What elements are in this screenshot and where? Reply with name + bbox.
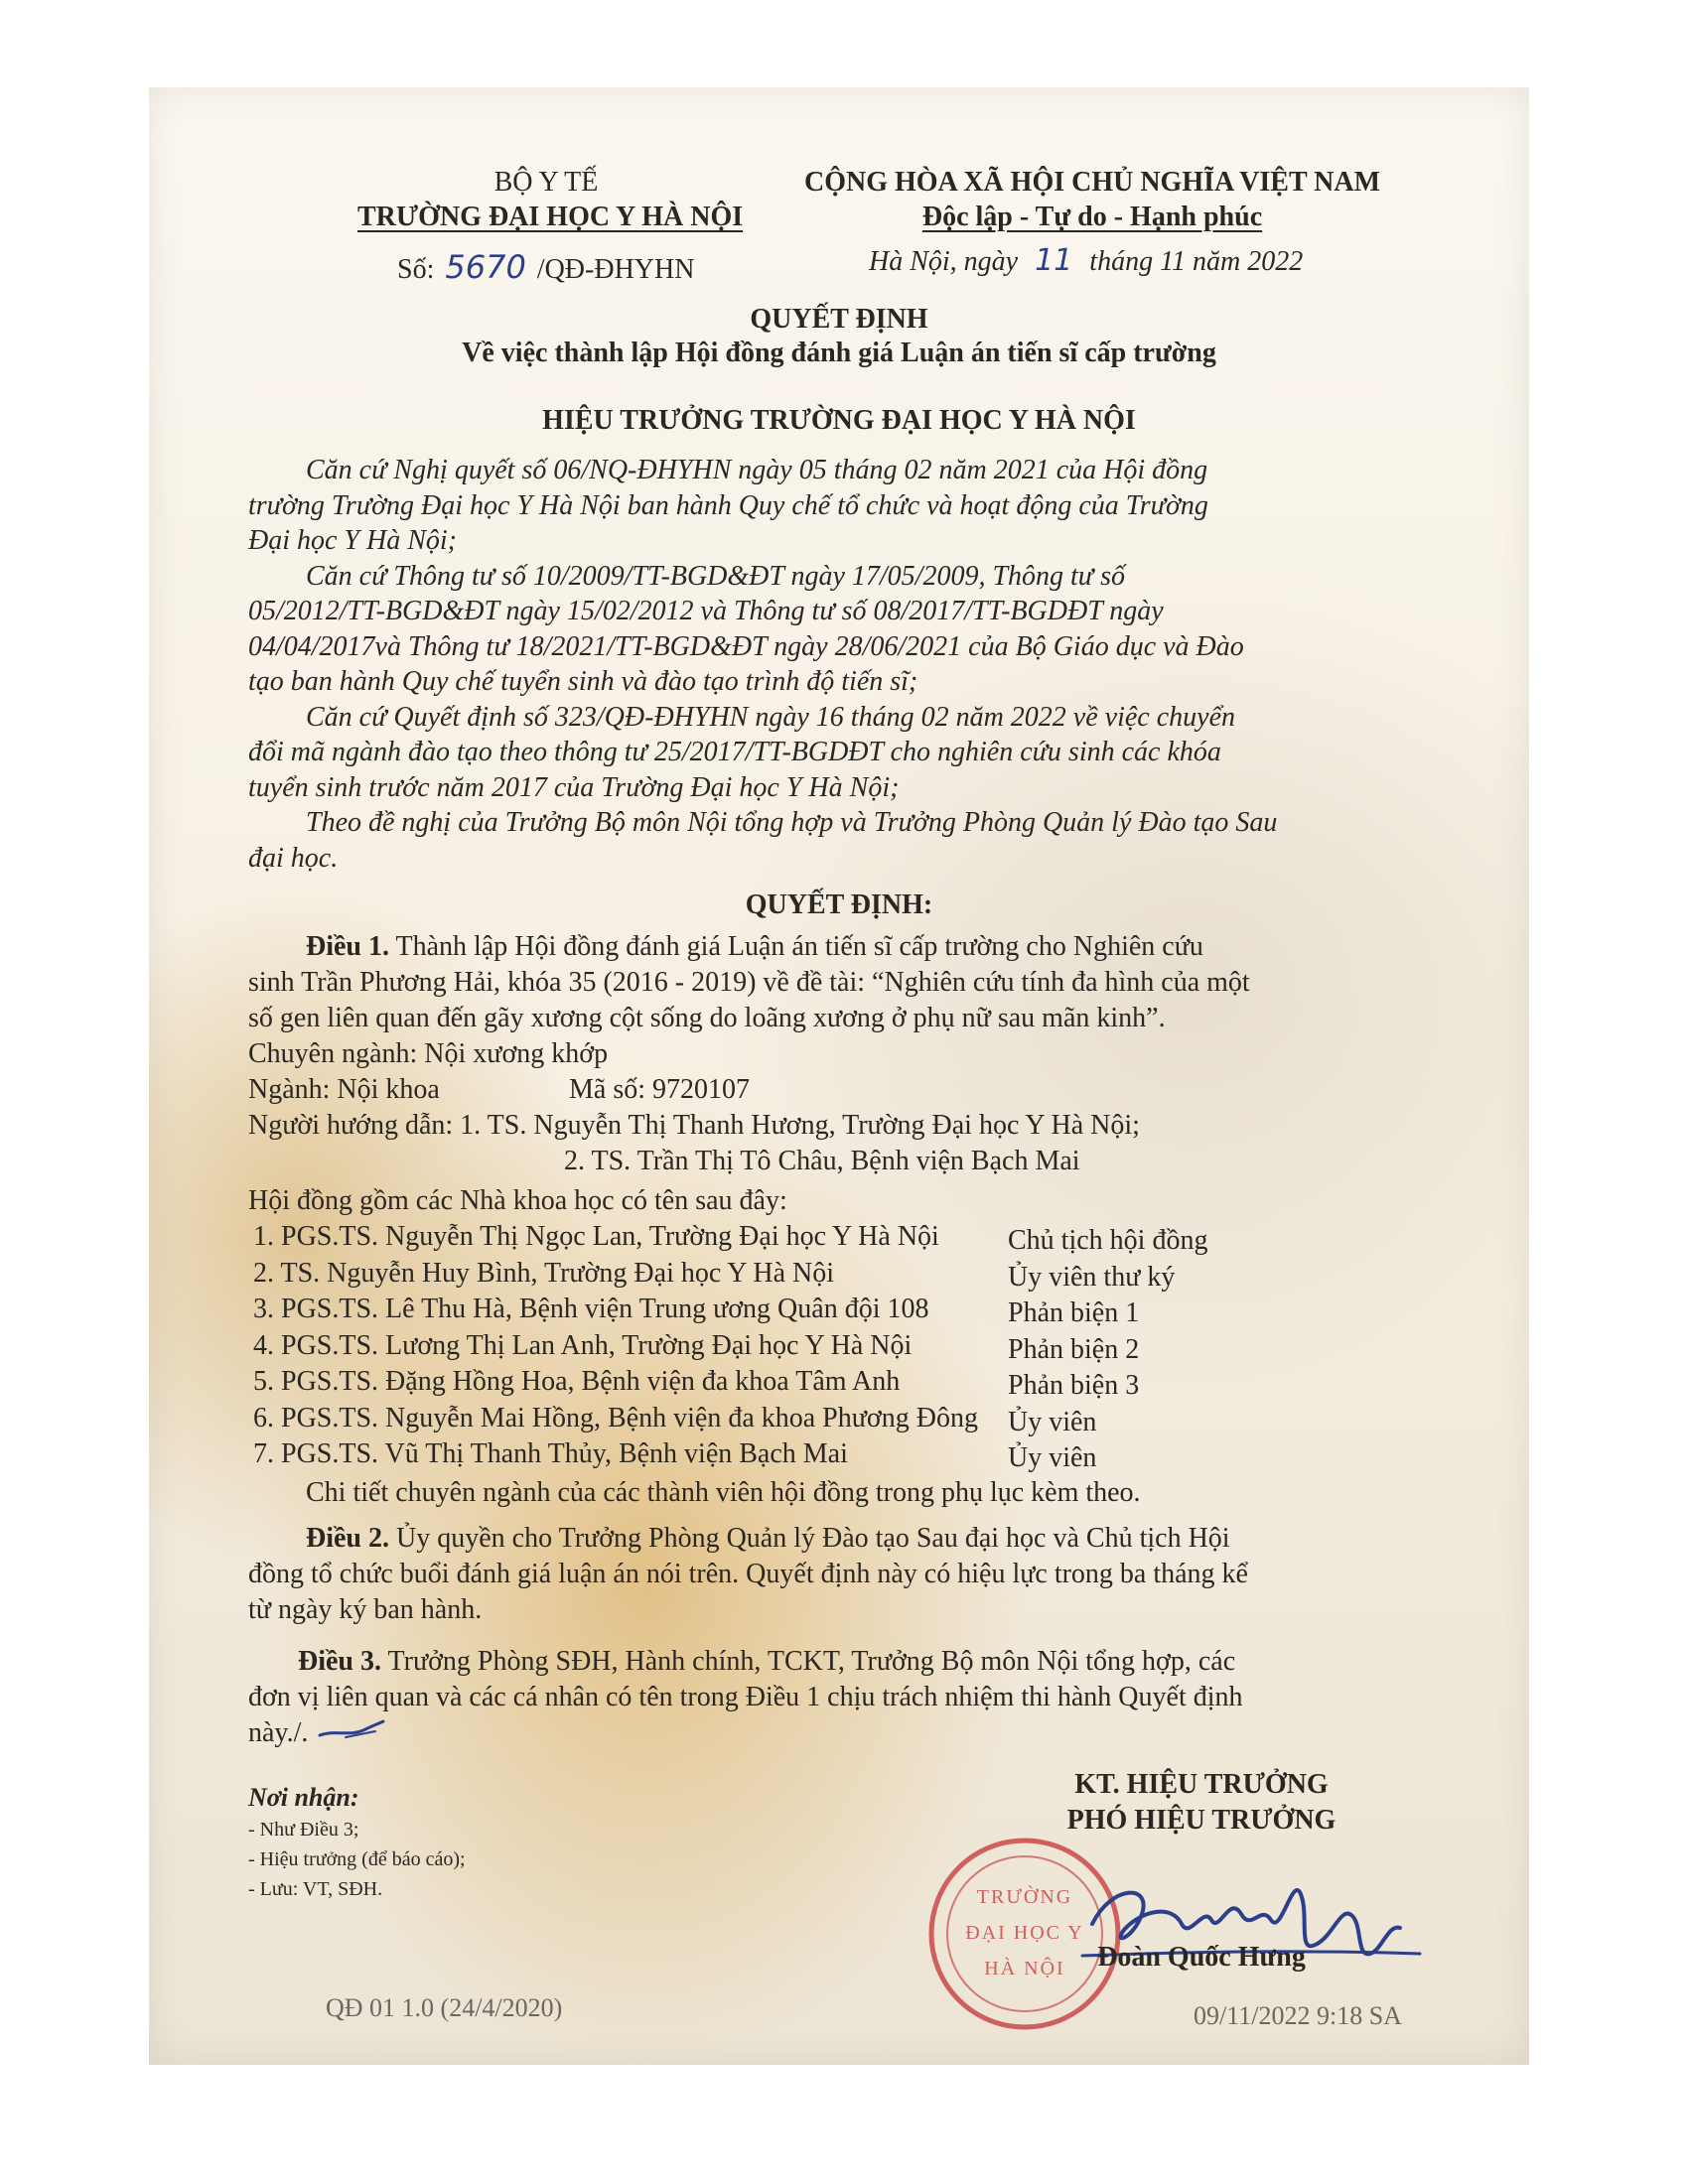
number-prefix: Số: [397,254,435,285]
council-member-role: Ủy viên [1008,1442,1097,1473]
article3-label: Điều 3. [298,1646,381,1677]
stamp-line-2: ĐẠI HỌC Y [965,1922,1084,1944]
article1-line2: sinh Trần Phương Hải, khóa 35 (2016 - 2019) về đề tài: “Nghiên cứu tính đa hình của một [248,967,1250,998]
recipient-item: - Lưu: VT, SĐH. [248,1878,383,1900]
initial-mark-icon [316,1715,387,1745]
article1-line1 [306,931,1203,963]
document-title: QUYẾT ĐỊNH [750,304,928,335]
article3-line1 [298,1646,1235,1678]
decision-heading: QUYẾT ĐỊNH: [745,889,933,920]
stamp-line-3: HÀ NỘI [984,1958,1065,1979]
article1-label: Điều 1. [306,931,389,962]
signature-on-behalf: KT. HIỆU TRƯỞNG [1074,1769,1329,1800]
signatory-name: Đoàn Quốc Hưng [1097,1942,1306,1973]
ministry-name: BỘ Y TẾ [493,167,599,198]
council-member-name: 7. PGS.TS. Vũ Thị Thanh Thủy, Bệnh viện Bạch Mai [253,1438,848,1469]
article1-text1: Thành lập Hội đồng đánh giá Luận án tiến sĩ cấp trường cho Nghiên cứu [395,931,1203,962]
preamble-line: Căn cứ Nghị quyết số 06/NQ-ĐHYHN ngày 05 tháng 02 năm 2021 của Hội đồng [306,455,1208,485]
council-member-name: 6. PGS.TS. Nguyễn Mai Hồng, Bệnh viện đa khoa Phương Đông [253,1402,978,1433]
preamble-line: trường Trường Đại học Y Hà Nội ban hành Quy chế tổ chức và hoạt động của Trường [248,489,1208,521]
article3-line2: đơn vị liên quan và các cá nhân có tên trong Điều 1 chịu trách nhiệm thi hành Quyết định [248,1682,1243,1712]
document-number [397,248,694,286]
preamble-line: 04/04/2017và Thông tư 18/2021/TT-BGD&ĐT ngày 28/06/2021 của Bộ Giáo dục và Đào [248,630,1244,662]
recipient-item: - Như Điều 3; [248,1819,359,1841]
council-member-name: 4. PGS.TS. Lương Thị Lan Anh, Trường Đại học Y Hà Nội [253,1329,913,1361]
advisor-1: Người hướng dẫn: 1. TS. Nguyễn Thị Thanh Hương, Trường Đại học Y Hà Nội; [248,1110,1140,1141]
number-suffix: /QĐ-ĐHYHN [536,254,695,285]
preamble-line: đổi mã ngành đào tạo theo thông tư 25/2017/TT-BGDĐT cho nghiên cứu sinh các khóa [248,737,1221,767]
form-code: QĐ 01 1.0 (24/4/2020) [326,1993,563,2022]
article2-label: Điều 2. [306,1523,389,1554]
issue-date [869,243,1303,278]
recipient-item: - Hiệu trưởng (để báo cáo); [248,1848,466,1870]
preamble-line: 05/2012/TT-BGD&ĐT ngày 15/02/2012 và Thông tư số 08/2017/TT-BGDĐT ngày [248,596,1164,626]
date-suffix: tháng 11 năm 2022 [1089,246,1304,277]
national-motto: Độc lập - Tự do - Hạnh phúc [921,202,1263,232]
council-member-name: 5. PGS.TS. Đặng Hồng Hoa, Bệnh viện đa khoa Tâm Anh [253,1366,901,1397]
council-member-role: Phản biện 3 [1008,1370,1140,1401]
advisor-2: 2. TS. Trần Thị Tô Châu, Bệnh viện Bạch Mai [564,1146,1080,1176]
document-sheet [149,87,1529,2065]
article2-line1 [306,1523,1230,1555]
article2-text1: Ủy quyền cho Trưởng Phòng Quản lý Đào tạo Sau đại học và Chủ tịch Hội [396,1523,1230,1554]
appendix-note: Chi tiết chuyên ngành của các thành viên hội đồng trong phụ lục kèm theo. [306,1477,1141,1508]
article3-text1: Trưởng Phòng SĐH, Hành chính, TCKT, Trưởng Bộ môn Nội tổng hợp, các [387,1646,1236,1677]
council-member-role: Ủy viên [1008,1406,1097,1437]
council-member-role: Ủy viên thư ký [1008,1261,1176,1293]
council-member-role: Chủ tịch hội đồng [1008,1225,1208,1256]
preamble-line: tạo ban hành Quy chế tuyển sinh và đào tạo trình độ tiến sĩ; [248,666,918,697]
issuing-authority: HIỆU TRƯỞNG TRƯỜNG ĐẠI HỌC Y HÀ NỘI [542,405,1136,436]
specialty: Chuyên ngành: Nội xương khớp [248,1038,609,1069]
recipients-heading: Nơi nhận: [248,1783,359,1812]
preamble-line: Căn cứ Quyết định số 323/QĐ-ĐHYHN ngày 16 tháng 02 năm 2022 về việc chuyển [306,701,1235,733]
preamble-line: Theo đề nghị của Trưởng Bộ môn Nội tổng hợp và Trưởng Phòng Quản lý Đào tạo Sau [306,807,1278,838]
article1-line3: số gen liên quan đến gãy xương cột sống do loãng xương ở phụ nữ sau mãn kinh”. [248,1003,1166,1033]
date-day-handwritten: 11 [1035,243,1073,278]
council-member-role: Phản biện 2 [1008,1333,1140,1365]
preamble-line: Đại học Y Hà Nội; [248,525,457,556]
university-name: TRƯỜNG ĐẠI HỌC Y HÀ NỘI [357,202,744,232]
stamp-line-1: TRƯỜNG [976,1886,1073,1908]
council-member-name: 3. PGS.TS. Lê Thu Hà, Bệnh viện Trung ương Quân đội 108 [253,1294,929,1324]
print-timestamp: 09/11/2022 9:18 SA [1194,2001,1402,2030]
field-code: Mã số: 9720107 [569,1074,750,1105]
date-prefix: Hà Nội, ngày [869,246,1019,277]
article2-line2: đồng tổ chức buổi đánh giá luận án nói trên. Quyết định này có hiệu lực trong ba tháng kể [248,1559,1248,1589]
signature-position: PHÓ HIỆU TRƯỞNG [1066,1805,1336,1836]
field: Ngành: Nội khoa [248,1074,440,1105]
preamble-line: Căn cứ Thông tư số 10/2009/TT-BGD&ĐT ngày 17/05/2009, Thông tư số [306,560,1125,592]
document-subject: Về việc thành lập Hội đồng đánh giá Luận án tiến sĩ cấp trường [462,338,1216,368]
country-name: CỘNG HÒA XÃ HỘI CHỦ NGHĨA VIỆT NAM [803,167,1381,198]
preamble-line: tuyển sinh trước năm 2017 của Trường Đại học Y Hà Nội; [248,771,900,803]
council-intro: Hội đồng gồm các Nhà khoa học có tên sau đây: [248,1185,787,1216]
article2-line3: từ ngày ký ban hành. [248,1594,483,1625]
preamble-line: đại học. [248,842,339,874]
council-member-name: 1. PGS.TS. Nguyễn Thị Ngọc Lan, Trường Đại học Y Hà Nội [253,1221,939,1252]
article3-line3: này./. [248,1717,309,1748]
council-member-name: 2. TS. Nguyễn Huy Bình, Trường Đại học Y Hà Nội [253,1257,835,1289]
number-handwritten: 5670 [445,248,526,286]
council-member-role: Phản biện 1 [1008,1297,1140,1328]
